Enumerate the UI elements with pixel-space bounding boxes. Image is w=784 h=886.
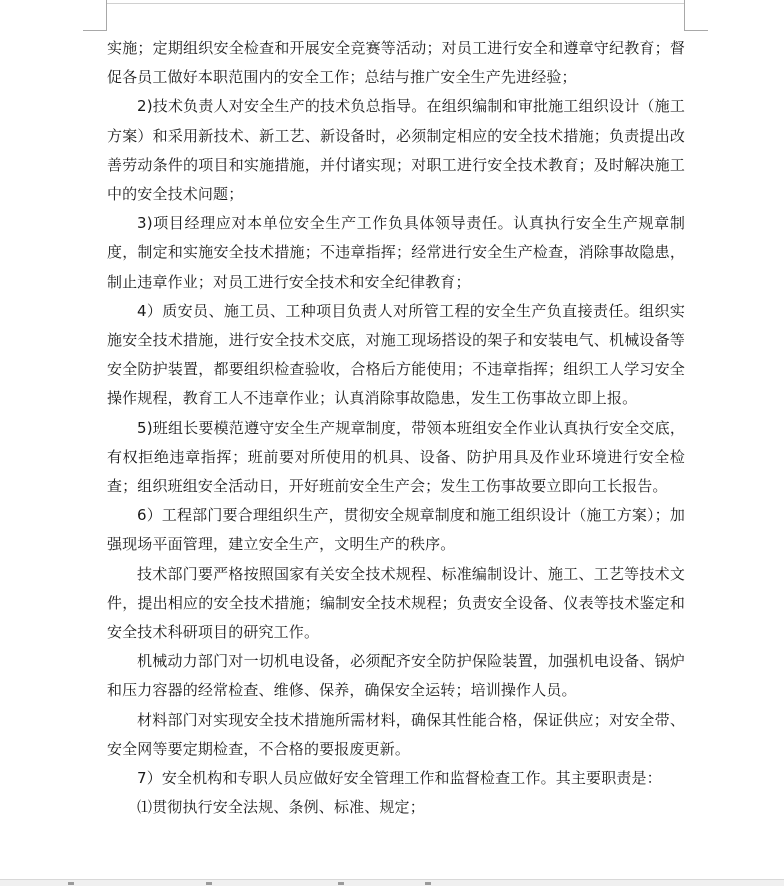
status-bar-marker [425,882,431,885]
status-bar-marker [338,882,344,885]
paragraph: ⑴贯彻执行安全法规、条例、标准、规定； [137,798,425,817]
margin-mark-top-left-horizontal [83,30,107,31]
document-body [107,34,685,822]
paragraph: 7）安全机构和专职人员应做好安全管理工作和监督检查工作。其主要职责是： [137,769,662,788]
paragraph: 技术部门要严格按照国家有关安全技术规程、标准编制设计、施工、工艺等技术文件，提出相应的安全技术措施；编制安全技术规程；负责安全设备、仪表等技术鉴定和安全技术科研项目的研究工作。 [107,564,685,642]
page-top-border [107,3,684,4]
margin-mark-top-right-vertical [684,0,685,30]
paragraph: 实施；定期组织安全检查和开展安全竞赛等活动；对员工进行安全和遵章守纪教育；督促各员工做好本职范围内的安全工作；总结与推广安全生产先进经验； [107,39,685,87]
paragraph: 4）质安员、施工员、工种项目负责人对所管工程的安全生产负直接责任。组织实施安全技术措施，进行安全技术交底，对施工现场搭设的架子和安装电气、机械设备等安全防护装置，都要组织检查验收，合格后方能使用；不违章指挥；组织工人学习安全操作规程，教育工人不违章作业；认真消除事故隐患，发生工伤事故立即上报。 [107,301,685,408]
margin-mark-top-right-horizontal [684,30,708,31]
margin-mark-top-left-vertical [106,0,107,30]
status-bar-marker [68,882,74,885]
paragraph: 2)技术负责人对安全生产的技术负总指导。在组织编制和审批施工组织设计（施工方案）和采用新技术、新工艺、新设备时，必须制定相应的安全技术措施；负责提出改善劳动条件的项目和实施措施，并付诸实现；对职工进行安全技术教育；及时解决施工中的安全技术问题； [107,97,685,204]
paragraph: 6）工程部门要合理组织生产，贯彻安全规章制度和施工组织设计（施工方案）；加强现场平面管理，建立安全生产，文明生产的秩序。 [107,506,685,554]
paragraph: 机械动力部门对一切机电设备，必须配齐安全防护保险装置，加强机电设备、锅炉和压力容器的经常检查、维修、保养，确保安全运转；培训操作人员。 [107,652,685,700]
paragraph: 材料部门对实现安全技术措施所需材料，确保其性能合格，保证供应；对安全带、安全网等要定期检查，不合格的要报废更新。 [107,710,685,758]
status-bar-marker [206,882,212,885]
paragraph: 5)班组长要模范遵守安全生产规章制度，带领本班组安全作业认真执行安全交底，有权拒绝违章指挥；班前要对所使用的机具、设备、防护用具及作业环境进行安全检查；组织班组安全活动日，开好班前安全生产会；发生工伤事故要立即向工长报告。 [107,418,685,496]
paragraph: 3)项目经理应对本单位安全生产工作负具体领导责任。认真执行安全生产规章制度，制定和实施安全技术措施；不违章指挥；经常进行安全生产检查，消除事故隐患，制止违章作业；对员工进行安全技术和安全纪律教育； [107,214,685,291]
status-bar-strip [0,879,784,886]
